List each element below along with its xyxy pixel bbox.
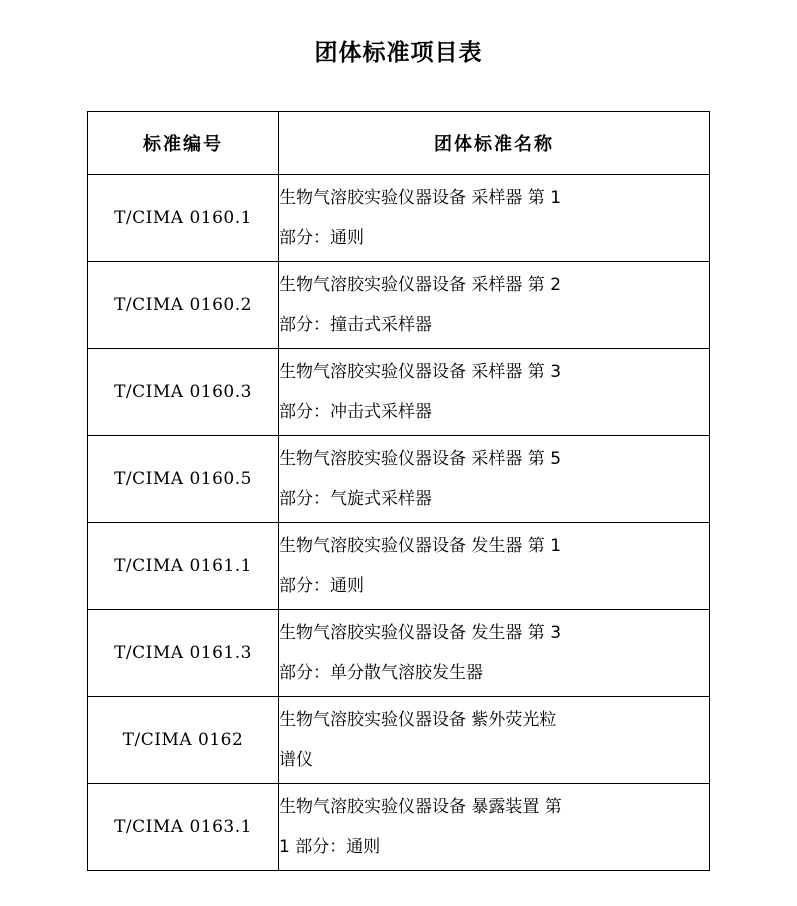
standard-code-cell: T/CIMA 0161.1 <box>88 523 279 610</box>
standard-name-line: 部分：通则 <box>279 228 364 248</box>
table-row <box>88 523 710 610</box>
standard-name-line: 生物气溶胶实验仪器设备 采样器 第 1 <box>279 188 562 208</box>
standard-name-cell <box>279 175 710 262</box>
standard-code-cell: T/CIMA 0160.3 <box>88 349 279 436</box>
standard-name-line: 生物气溶胶实验仪器设备 采样器 第 5 <box>279 449 562 469</box>
table-row <box>88 784 710 871</box>
table-row <box>88 436 710 523</box>
standard-code-cell: T/CIMA 0162 <box>88 697 279 784</box>
standard-name-cell <box>279 523 710 610</box>
column-header-name: 团体标准名称 <box>279 112 710 175</box>
standard-code-cell: T/CIMA 0160.2 <box>88 262 279 349</box>
table-row <box>88 349 710 436</box>
page-title: 团体标准项目表 <box>314 40 483 66</box>
standard-code-cell: T/CIMA 0160.1 <box>88 175 279 262</box>
standard-name-line: 部分：撞击式采样器 <box>279 315 432 335</box>
standard-name-cell <box>279 784 710 871</box>
standard-name-cell <box>279 436 710 523</box>
standard-name-line: 部分：冲击式采样器 <box>279 402 432 422</box>
standard-name-line: 1 部分：通则 <box>279 837 381 857</box>
table-container <box>0 111 797 871</box>
standard-name-line: 部分：单分散气溶胶发生器 <box>279 663 483 683</box>
column-header-code: 标准编号 <box>88 112 279 175</box>
table-body <box>88 175 710 871</box>
standard-name-line: 生物气溶胶实验仪器设备 采样器 第 3 <box>279 362 562 382</box>
standard-name-line: 生物气溶胶实验仪器设备 采样器 第 2 <box>279 275 562 295</box>
standard-name-line: 生物气溶胶实验仪器设备 暴露装置 第 <box>279 797 562 817</box>
standard-name-cell <box>279 262 710 349</box>
standard-name-line: 生物气溶胶实验仪器设备 紫外荧光粒 <box>279 710 557 730</box>
table-header <box>88 112 710 175</box>
table-row <box>88 262 710 349</box>
standard-code-cell: T/CIMA 0160.5 <box>88 436 279 523</box>
table-row <box>88 175 710 262</box>
table-row <box>88 697 710 784</box>
standard-name-line: 谱仪 <box>279 750 313 770</box>
standard-name-line: 生物气溶胶实验仪器设备 发生器 第 1 <box>279 536 562 556</box>
standard-name-cell <box>279 697 710 784</box>
standard-name-line: 生物气溶胶实验仪器设备 发生器 第 3 <box>279 623 562 643</box>
table-row <box>88 610 710 697</box>
standard-code-cell: T/CIMA 0163.1 <box>88 784 279 871</box>
standard-name-line: 部分：通则 <box>279 576 364 596</box>
standards-table <box>87 111 710 871</box>
standard-name-cell <box>279 610 710 697</box>
standard-code-cell: T/CIMA 0161.3 <box>88 610 279 697</box>
standard-name-cell <box>279 349 710 436</box>
table-header-row <box>88 112 710 175</box>
standard-name-line: 部分：气旋式采样器 <box>279 489 432 509</box>
